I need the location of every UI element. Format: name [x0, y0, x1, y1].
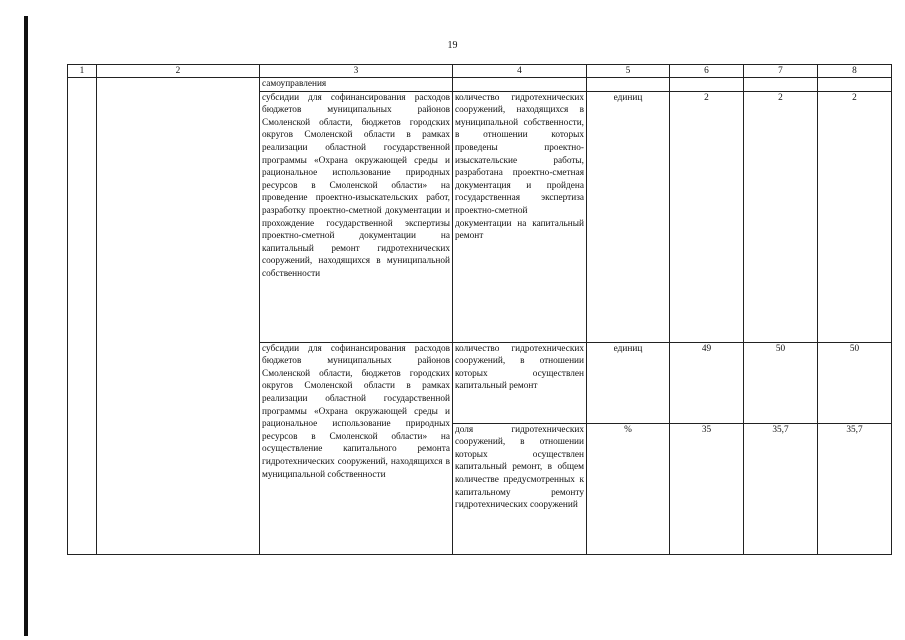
- value-col8-cell: 50: [818, 342, 892, 423]
- col1-empty-cell: [68, 78, 97, 555]
- header-cell-2: 2: [97, 65, 260, 78]
- program-cell: субсидии для софинансирования расходов бюджетов муниципальных районов Смоленской области, бюджетов городских округов Смоленской области в рамках реализации областной государственной программы «Охрана окружающей среды и рациональное использование природных ресурсов в Смоленской области» на проведение проектно-изыскательских работ, разработку проектно-сметной документации и прохождение государственной экспертизы проектно-сметной документации на капитальный ремонт гидротехнических сооружений, находящихся в муниципальной собственности: [260, 91, 453, 342]
- unit-cell: %: [587, 423, 670, 554]
- page-binding-line: [24, 16, 28, 636]
- indicators-table: [67, 64, 892, 555]
- program-cell: субсидии для софинансирования расходов бюджетов муниципальных районов Смоленской области, бюджетов городских округов Смоленской области в рамках реализации областной государственной программы «Охрана окружающей среды и рациональное использование природных ресурсов в Смоленской области» на осуществление капитального ремонта гидротехнических сооружений, находящихся в муниципальной собственности: [260, 342, 453, 554]
- indicator-name-cell: доля гидротехнических сооружений, в отношении которых осуществлен капитальный ремонт, в общем количестве предусмотренных к капитальному ремонту гидротехнических сооружений: [453, 423, 587, 554]
- value-col8-cell: 35,7: [818, 423, 892, 554]
- value-col8-cell: 2: [818, 91, 892, 342]
- value-col6-cell: 49: [670, 342, 744, 423]
- header-cell-6: 6: [670, 65, 744, 78]
- value-col7-cell: 50: [744, 342, 818, 423]
- header-cell-8: 8: [818, 65, 892, 78]
- value-col6-cell: 35: [670, 423, 744, 554]
- page-number: 19: [447, 40, 458, 51]
- continuation-row: [68, 78, 892, 92]
- value-col6-cell: 2: [670, 91, 744, 342]
- header-cell-1: 1: [68, 65, 97, 78]
- header-row: [68, 65, 892, 78]
- header-cell-3: 3: [260, 65, 453, 78]
- header-cell-5: 5: [587, 65, 670, 78]
- value-col7-cell: 35,7: [744, 423, 818, 554]
- unit-cell: единиц: [587, 91, 670, 342]
- col2-empty-cell: [97, 78, 260, 555]
- continuation-text: самоуправления: [260, 78, 453, 92]
- header-cell-7: 7: [744, 65, 818, 78]
- indicator-name-cell: количество гидротехнических сооружений, в отношении которых осуществлен капитальный ремонт: [453, 342, 587, 423]
- unit-cell: единиц: [587, 342, 670, 423]
- header-cell-4: 4: [453, 65, 587, 78]
- indicator-name-cell: количество гидротехнических сооружений, находящихся в муниципальной собственности, в отношении которых проведены проектно-изыскательские работы, разработана проектно-сметная документация и пройдена государственная экспертиза проектно-сметной документации на капитальный ремонт: [453, 91, 587, 342]
- value-col7-cell: 2: [744, 91, 818, 342]
